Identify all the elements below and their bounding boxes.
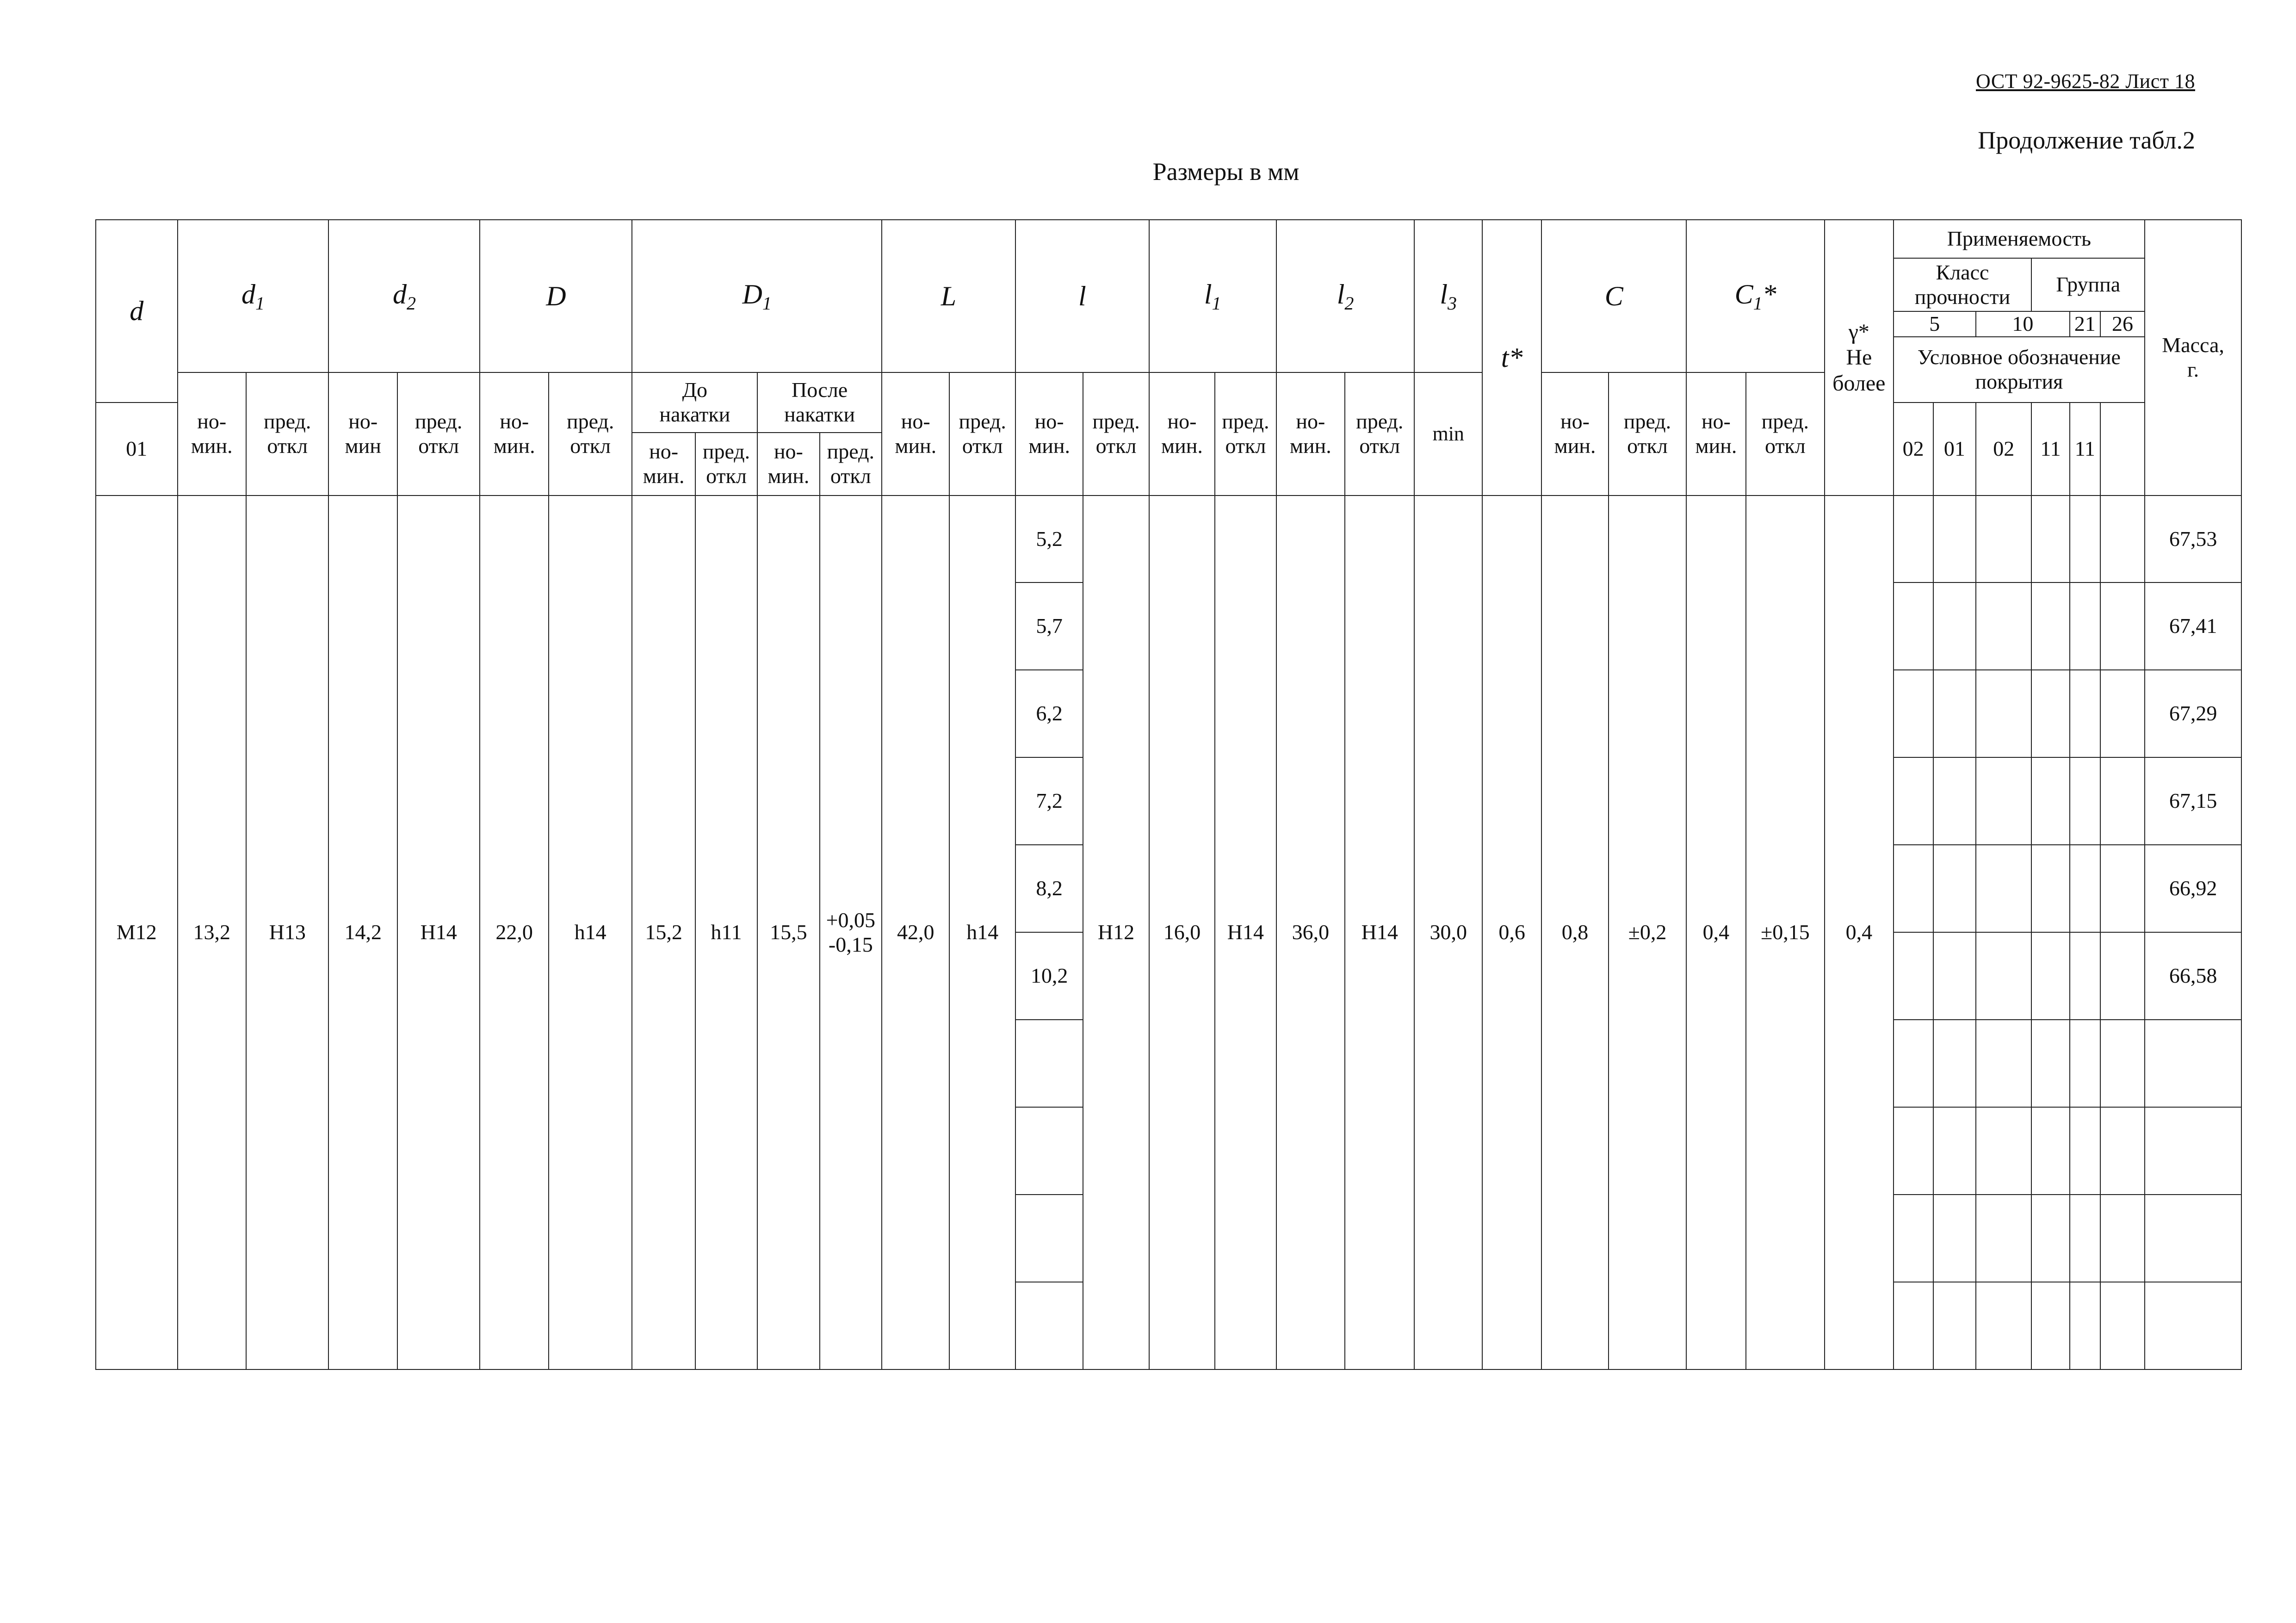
col-header-d2: $d_2$ <box>328 220 480 372</box>
cell-D-nom: 22,0 <box>480 496 548 1369</box>
cell-t: 0,6 <box>1482 496 1541 1369</box>
group-26: 26 <box>2100 311 2145 337</box>
col-header-coating: Условное обозначение покрытия <box>1894 337 2145 403</box>
applicability-cell <box>2100 845 2145 932</box>
applicability-cell <box>2031 845 2069 932</box>
applicability-cell <box>1894 1107 1933 1195</box>
cell-l-nom: 5,7 <box>1015 582 1083 670</box>
applicability-cell <box>2070 1107 2100 1195</box>
cell-l-nom: 6,2 <box>1015 670 1083 757</box>
cell-C1-nom: 0,4 <box>1686 496 1745 1369</box>
applicability-cell <box>2100 1107 2145 1195</box>
applicability-cell <box>2070 1020 2100 1107</box>
applicability-cell <box>2070 582 2100 670</box>
col-header-d1: $d_1$ <box>178 220 329 372</box>
cell-d1-tol: H13 <box>246 496 329 1369</box>
col-header-D1: $D_1$ <box>632 220 882 372</box>
l-nom-header: но- мин. <box>1015 372 1083 496</box>
dimensions-table <box>95 219 2242 1370</box>
applicability-cell <box>1894 845 1933 932</box>
col-header-mass: Масса, г. <box>2145 220 2241 496</box>
D-tol-header: пред. откл <box>549 372 632 496</box>
cell-C-nom: 0,8 <box>1541 496 1608 1369</box>
l3-min-header: min <box>1414 372 1482 496</box>
d1-tol-header: пред. откл <box>246 372 329 496</box>
col-header-D: D <box>480 220 632 372</box>
C-nom-header: но- мин. <box>1541 372 1608 496</box>
applicability-cell <box>1976 582 2031 670</box>
C1-nom-header: но- мин. <box>1686 372 1745 496</box>
table-continuation-label: Продолжение табл.2 <box>1978 126 2195 154</box>
cell-D1-after-nom: 15,5 <box>757 496 819 1369</box>
applicability-cell <box>2031 932 2069 1020</box>
d2-nom-header: но- мин <box>328 372 397 496</box>
cell-D1-before-nom: 15,2 <box>632 496 695 1369</box>
cell-l-nom: 5,2 <box>1015 496 1083 582</box>
applicability-cell <box>2070 757 2100 845</box>
coating-01: 01 <box>1933 403 1976 496</box>
cell-d1-nom: 13,2 <box>178 496 246 1369</box>
applicability-cell <box>2100 1195 2145 1282</box>
col-header-l2: $l_2$ <box>1276 220 1415 372</box>
cell-l-nom <box>1015 1195 1083 1282</box>
coating-02: 02 <box>1976 403 2031 496</box>
L-tol-header: пред. откл <box>949 372 1015 496</box>
cell-D1-before-tol: h11 <box>695 496 757 1369</box>
cell-mass <box>2145 1282 2241 1369</box>
cell-mass <box>2145 1020 2241 1107</box>
strength-class-5: 5 <box>1894 311 1976 337</box>
applicability-cell <box>2070 496 2100 582</box>
d1-nom-header: но- мин. <box>178 372 246 496</box>
col-header-L: L <box>882 220 1015 372</box>
cell-mass <box>2145 1195 2241 1282</box>
applicability-cell <box>2100 670 2145 757</box>
L-nom-header: но- мин. <box>882 372 949 496</box>
table-row <box>96 496 2241 582</box>
coating-01: 01 <box>96 403 178 496</box>
C1-tol-header: пред. откл <box>1746 372 1825 496</box>
cell-mass: 67,41 <box>2145 582 2241 670</box>
l2-tol-header: пред. откл <box>1345 372 1414 496</box>
cell-d: M12 <box>96 496 178 1369</box>
applicability-cell <box>1933 582 1976 670</box>
l1-nom-header: но- мин. <box>1149 372 1215 496</box>
cell-l-nom: 8,2 <box>1015 845 1083 932</box>
applicability-cell <box>1894 582 1933 670</box>
applicability-cell <box>1976 1020 2031 1107</box>
l1-tol-header: пред. откл <box>1215 372 1276 496</box>
applicability-cell <box>2100 496 2145 582</box>
cell-l-nom: 10,2 <box>1015 932 1083 1020</box>
cell-l-nom <box>1015 1107 1083 1195</box>
applicability-cell <box>1976 670 2031 757</box>
cell-l-nom <box>1015 1282 1083 1369</box>
applicability-cell <box>2031 1020 2069 1107</box>
applicability-cell <box>1976 496 2031 582</box>
cell-C-tol: ±0,2 <box>1609 496 1687 1369</box>
applicability-cell <box>1933 932 1976 1020</box>
col-header-strength-class: Класс прочности <box>1894 258 2032 311</box>
applicability-cell <box>1933 1282 1976 1369</box>
D1-before-knurl-header: До накатки <box>632 372 757 433</box>
applicability-cell <box>2100 1020 2145 1107</box>
cell-l-nom: 7,2 <box>1015 757 1083 845</box>
applicability-cell <box>1976 757 2031 845</box>
C-tol-header: пред. откл <box>1609 372 1687 496</box>
cell-D1-after-tol: +0,05 -0,15 <box>820 496 882 1369</box>
applicability-cell <box>2031 1107 2069 1195</box>
strength-class-10: 10 <box>1976 311 2070 337</box>
document-reference: ОСТ 92-9625-82 Лист 18 <box>1976 70 2195 93</box>
applicability-cell <box>2031 757 2069 845</box>
applicability-cell <box>1894 670 1933 757</box>
col-header-l: l <box>1015 220 1149 372</box>
applicability-cell <box>2031 1282 2069 1369</box>
applicability-cell <box>2031 670 2069 757</box>
D1-before-tol-header: пред. откл <box>695 433 757 496</box>
cell-d2-nom: 14,2 <box>328 496 397 1369</box>
cell-gamma: 0,4 <box>1825 496 1893 1369</box>
coating-11: 11 <box>2031 403 2069 496</box>
cell-l-tol: H12 <box>1083 496 1149 1369</box>
col-header-C1: $C_1*$ <box>1686 220 1825 372</box>
cell-mass: 66,58 <box>2145 932 2241 1020</box>
applicability-cell <box>1933 496 1976 582</box>
col-header-d: d <box>96 220 178 403</box>
applicability-cell <box>1894 496 1933 582</box>
applicability-cell <box>1894 1195 1933 1282</box>
applicability-cell <box>1894 757 1933 845</box>
cell-mass: 66,92 <box>2145 845 2241 932</box>
cell-l2-tol: H14 <box>1345 496 1414 1369</box>
D1-after-nom-header: но- мин. <box>757 433 819 496</box>
applicability-cell <box>2070 1195 2100 1282</box>
applicability-cell <box>2070 670 2100 757</box>
cell-C1-tol: ±0,15 <box>1746 496 1825 1369</box>
d2-tol-header: пред. откл <box>397 372 480 496</box>
applicability-cell <box>1976 1195 2031 1282</box>
applicability-cell <box>2031 582 2069 670</box>
D1-before-nom-header: но- мин. <box>632 433 695 496</box>
applicability-cell <box>2070 845 2100 932</box>
col-header-l3: $l_3$ <box>1414 220 1482 372</box>
cell-l2-nom: 36,0 <box>1276 496 1345 1369</box>
applicability-cell <box>1933 845 1976 932</box>
col-header-gamma: γ* Не более <box>1825 220 1893 496</box>
cell-mass: 67,53 <box>2145 496 2241 582</box>
D-nom-header: но- мин. <box>480 372 548 496</box>
col-header-t: t* <box>1482 220 1541 496</box>
cell-mass: 67,29 <box>2145 670 2241 757</box>
cell-l-nom <box>1015 1020 1083 1107</box>
applicability-cell <box>2100 582 2145 670</box>
l-tol-header: пред. откл <box>1083 372 1149 496</box>
applicability-cell <box>1976 932 2031 1020</box>
cell-L-tol: h14 <box>949 496 1015 1369</box>
col-header-group: Группа <box>2031 258 2145 311</box>
cell-l1-tol: H14 <box>1215 496 1276 1369</box>
col-header-C: C <box>1541 220 1686 372</box>
applicability-cell <box>2100 932 2145 1020</box>
coating-11: 11 <box>2070 403 2100 496</box>
applicability-cell <box>1894 932 1933 1020</box>
cell-mass: 67,15 <box>2145 757 2241 845</box>
l2-nom-header: но- мин. <box>1276 372 1345 496</box>
D1-after-tol-header: пред. откл <box>820 433 882 496</box>
applicability-cell <box>2070 932 2100 1020</box>
applicability-cell <box>1976 1282 2031 1369</box>
applicability-cell <box>1976 1107 2031 1195</box>
units-note: Размеры в мм <box>1152 158 1300 186</box>
applicability-cell <box>1933 1020 1976 1107</box>
applicability-cell <box>1976 845 2031 932</box>
applicability-cell <box>2070 1282 2100 1369</box>
cell-L-nom: 42,0 <box>882 496 949 1369</box>
applicability-cell <box>2100 1282 2145 1369</box>
cell-l1-nom: 16,0 <box>1149 496 1215 1369</box>
col-header-l1: $l_1$ <box>1149 220 1276 372</box>
applicability-cell <box>1933 1195 1976 1282</box>
col-header-applicability: Применяемость <box>1894 220 2145 258</box>
applicability-cell <box>2100 757 2145 845</box>
D1-after-knurl-header: После накатки <box>757 372 882 433</box>
cell-l3-min: 30,0 <box>1414 496 1482 1369</box>
applicability-cell <box>1894 1282 1933 1369</box>
applicability-cell <box>1933 670 1976 757</box>
cell-mass <box>2145 1107 2241 1195</box>
group-21: 21 <box>2070 311 2100 337</box>
applicability-cell <box>2031 496 2069 582</box>
cell-D-tol: h14 <box>549 496 632 1369</box>
applicability-cell <box>1933 757 1976 845</box>
cell-d2-tol: H14 <box>397 496 480 1369</box>
applicability-cell <box>1894 1020 1933 1107</box>
coating-02: 02 <box>1894 403 1933 496</box>
applicability-cell <box>1933 1107 1976 1195</box>
applicability-cell <box>2031 1195 2069 1282</box>
